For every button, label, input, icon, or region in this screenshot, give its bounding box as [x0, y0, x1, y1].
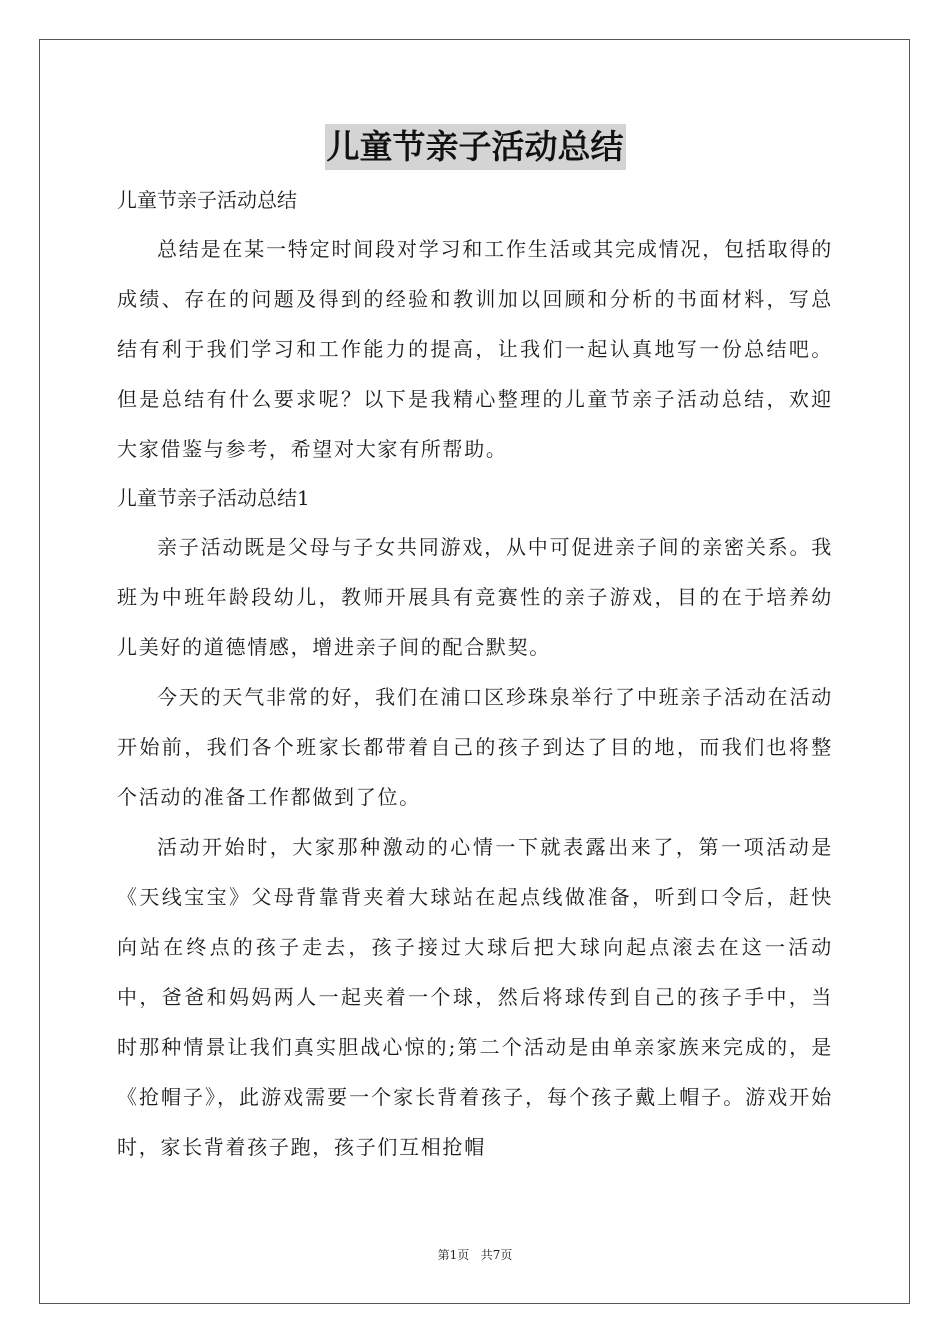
document-title: 儿童节亲子活动总结	[325, 124, 626, 170]
page-total: 共7页	[480, 1248, 513, 1262]
body-paragraph: 活动开始时，大家那种激动的心情一下就表露出来了，第一项活动是《天线宝宝》父母背靠背夹着大球站在起点线做准备，听到口令后，赶快向站在终点的孩子走去，孩子接过大球后把大球向起点滚去在这一活动中，爸爸和妈妈两人一起夹着一个球，然后将球传到自己的孩子手中，当时那种情景让我们真实胆战心惊的;第二个活动是由单亲家族来完成的，是《抢帽子》，此游戏需要一个家长背着孩子，每个孩子戴上帽子。游戏开始时，家长背着孩子跑，孩子们互相抢帽	[117, 835, 833, 1159]
document-body	[117, 176, 833, 1172]
intro-paragraph: 总结是在某一特定时间段对学习和工作生活或其完成情况，包括取得的成绩、存在的问题及得到的经验和教训加以回顾和分析的书面材料，写总结有利于我们学习和工作能力的提高，让我们一起认真地写一份总结吧。但是总结有什么要求呢？以下是我精心整理的儿童节亲子活动总结，欢迎大家借鉴与参考，希望对大家有所帮助。	[117, 237, 833, 461]
section-heading: 儿童节亲子活动总结1	[117, 486, 310, 510]
page-footer	[0, 1247, 950, 1263]
title-container	[0, 124, 950, 170]
body-paragraph: 今天的天气非常的好，我们在浦口区珍珠泉举行了中班亲子活动在活动开始前，我们各个班家长都带着自己的孩子到达了目的地，而我们也将整个活动的准备工作都做到了位。	[117, 685, 833, 809]
document-subtitle: 儿童节亲子活动总结	[117, 188, 297, 212]
page-number: 第1页	[437, 1248, 470, 1262]
body-paragraph: 亲子活动既是父母与子女共同游戏，从中可促进亲子间的亲密关系。我班为中班年龄段幼儿，教师开展具有竞赛性的亲子游戏，目的在于培养幼儿美好的道德情感，增进亲子间的配合默契。	[117, 535, 833, 659]
